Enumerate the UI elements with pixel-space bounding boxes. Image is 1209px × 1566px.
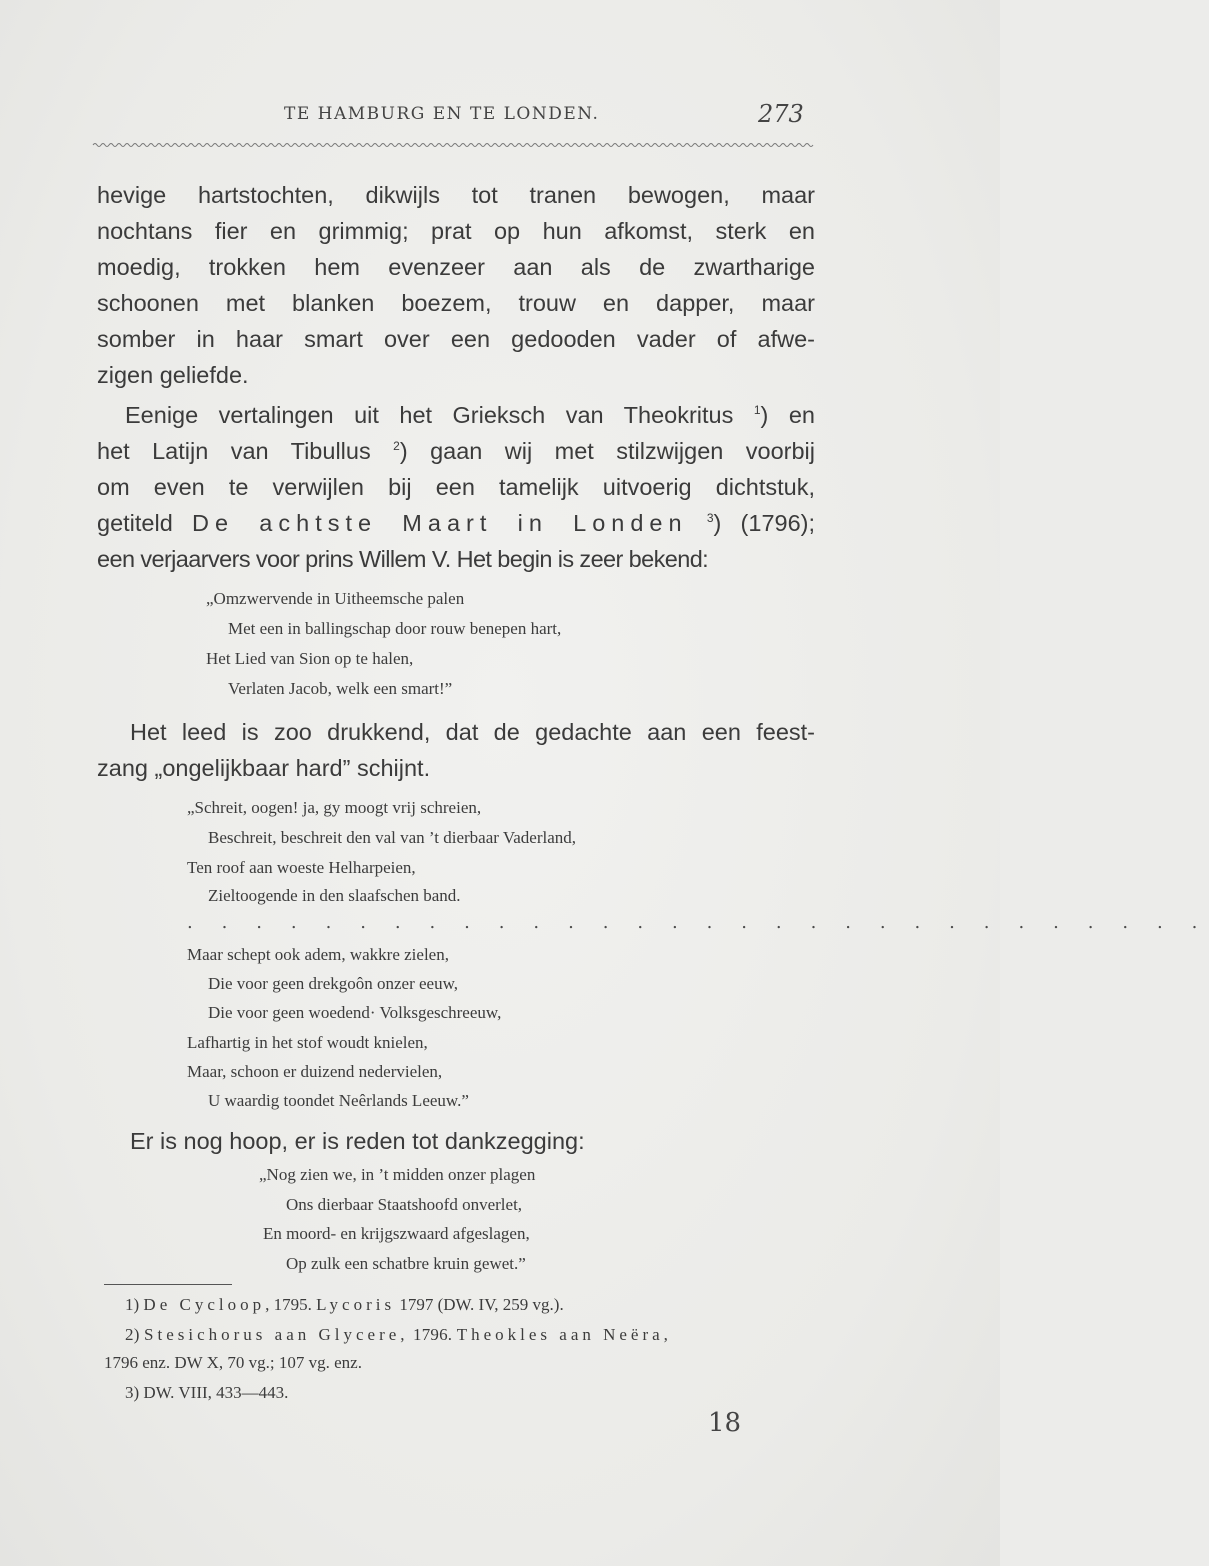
body-line: Het leed is zoo drukkend, dat de gedachte aan een feest-: [130, 719, 815, 745]
text-span: getiteld: [97, 510, 173, 536]
footnote-2-continued: 1796 enz. DW X, 70 vg.; 107 vg. enz.: [104, 1353, 362, 1372]
body-line: een verjaarvers voor prins Willem V. Het begin is zeer bekend:: [97, 546, 709, 572]
text-span: ) (1796);: [713, 510, 816, 536]
footnote-1: [125, 1292, 564, 1318]
text-span: ) en: [760, 402, 815, 428]
footnote-title: Stesichorus aan Glycere,: [144, 1325, 409, 1344]
footnote-rule: [104, 1284, 232, 1285]
body-line: zigen geliefde.: [97, 362, 249, 388]
text-span: 1797 (DW. IV, 259 vg.).: [399, 1295, 564, 1314]
verse-line: Op zulk een schatbre kruin gewet.”: [286, 1254, 526, 1273]
body-line: Er is nog hoop, er is reden tot dankzegging:: [130, 1128, 585, 1154]
body-line: nochtans fier en grimmig; prat op hun afkomst, sterk en: [97, 218, 815, 244]
body-line: moedig, trokken hem evenzeer aan als de zwartharige: [97, 254, 815, 280]
footnote-number: 3): [125, 1383, 140, 1402]
running-head: TE HAMBURG EN TE LONDEN.: [284, 104, 600, 124]
body-line: [125, 397, 815, 433]
verse-line: Met een in ballingschap door rouw benepen hart,: [228, 619, 562, 638]
footnote-ref: 2: [393, 439, 400, 453]
verse-line: En moord- en krijgszwaard afgeslagen,: [263, 1224, 530, 1243]
verse-line: Lafhartig in het stof woudt knielen,: [187, 1033, 428, 1052]
footnote-ref: 1: [753, 403, 761, 417]
footnote-number: 2): [125, 1325, 140, 1344]
footnote-number: 1): [125, 1295, 140, 1314]
verse-line: U waardig toondet Neêrlands Leeuw.”: [208, 1091, 469, 1110]
verse-line: Die voor geen woedend· Volksgeschreeuw,: [208, 1003, 502, 1022]
footnote-2: [125, 1322, 672, 1348]
footnote-title: De Cycloop: [143, 1295, 266, 1314]
verse-line: Het Lied van Sion op te halen,: [206, 649, 414, 668]
body-line: hevige hartstochten, dikwijls tot tranen bewogen, maar: [97, 182, 815, 208]
body-line: om even te verwijlen bij een tamelijk uitvoerig dichtstuk,: [97, 474, 815, 500]
verse-line: Die voor geen drekgoôn onzer eeuw,: [208, 974, 459, 993]
verse-ellipsis: . . . . . . . . . . . . . . . . . . . . . . . . . . . . . .: [187, 912, 1209, 933]
poem-title: De achtste Maart in Londen: [192, 510, 688, 536]
verse-line: Ons dierbaar Staatshoofd onverlet,: [286, 1195, 523, 1214]
text-span: het Latijn van Tibullus: [97, 438, 371, 464]
footnote-3: [125, 1380, 288, 1406]
verse-line: Verlaten Jacob, welk een smart!”: [228, 679, 453, 698]
verse-line: Ten roof aan woeste Helharpeien,: [187, 858, 416, 877]
footnote-title: Theokles aan Neëra,: [456, 1325, 672, 1344]
text-span: , 1795.: [265, 1295, 312, 1314]
body-line: somber in haar smart over een gedooden vader of afwe-: [97, 326, 815, 352]
footnote-title: Lycoris: [316, 1295, 396, 1314]
verse-line: Zieltoogende in den slaafschen band.: [208, 886, 461, 905]
verse-line: „Schreit, oogen! ja, gy moogt vrij schreien,: [187, 798, 482, 817]
footnote-ref: 3: [706, 511, 714, 525]
text-span: Eenige vertalingen uit het Grieksch van Theokritus: [125, 402, 734, 428]
text-span: ) gaan wij met stilzwijgen voorbij: [399, 438, 816, 464]
verse-line: „Nog zien we, in ’t midden onzer plagen: [259, 1165, 536, 1184]
printer-signature: 18: [708, 1408, 742, 1438]
body-line: schoonen met blanken boezem, trouw en dapper, maar: [97, 290, 815, 316]
body-line: [97, 505, 815, 541]
wavy-rule-divider: [93, 140, 809, 150]
text-span: DW. VIII, 433—443.: [143, 1383, 289, 1402]
verse-line: Maar, schoon er duizend nedervielen,: [187, 1062, 443, 1081]
body-line: zang „ongelijkbaar hard” schijnt.: [97, 755, 431, 781]
verse-line: „Omzwervende in Uitheemsche palen: [206, 589, 465, 608]
page-number: 273: [758, 100, 804, 128]
verse-line: Maar schept ook adem, wakkre zielen,: [187, 945, 449, 964]
body-line: [97, 433, 815, 469]
verse-line: Beschreit, beschreit den val van ’t dierbaar Vaderland,: [208, 828, 577, 847]
text-span: 1796.: [413, 1325, 453, 1344]
